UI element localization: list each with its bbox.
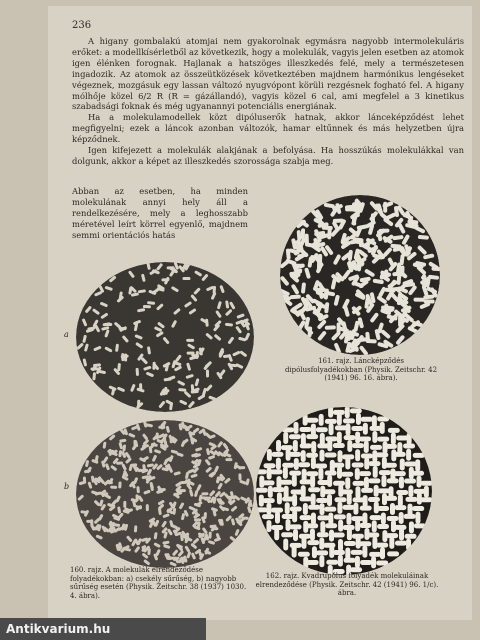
molecule-rod <box>345 548 350 560</box>
molecule-rod <box>328 513 333 525</box>
molecule-rod <box>293 440 298 452</box>
molecule-rod <box>385 496 397 501</box>
molecule-rod <box>405 497 417 502</box>
molecule-rod <box>343 418 355 423</box>
molecule-rod <box>323 489 335 494</box>
molecule-rod <box>238 473 241 480</box>
molecule-rod <box>350 408 362 413</box>
molecule-rod <box>272 487 284 492</box>
molecule-rod <box>399 529 404 541</box>
molecule-rod <box>116 461 123 465</box>
molecule-rod <box>359 471 371 476</box>
molecule-rod <box>403 444 415 449</box>
molecule-rod <box>333 219 344 223</box>
molecule-rod <box>338 520 343 532</box>
molecule-rod <box>359 523 371 528</box>
molecule-rod <box>316 550 328 555</box>
molecule-rod <box>355 556 360 568</box>
molecule-rod <box>359 436 371 441</box>
molecule-rod <box>286 519 291 531</box>
molecule-rod <box>360 506 372 511</box>
molecule-rod <box>415 459 420 471</box>
molecule-rod <box>355 431 360 443</box>
molecule-rod <box>387 516 399 521</box>
molecule-rod <box>156 433 159 440</box>
molecule-rod <box>424 486 429 498</box>
molecule-rod <box>405 534 417 539</box>
molecule-rod <box>326 560 338 565</box>
molecule-rod <box>412 506 424 511</box>
molecule-rod <box>341 472 353 477</box>
molecule-rod <box>136 368 140 376</box>
molecule-rod <box>377 437 389 442</box>
molecule-rod <box>311 424 316 436</box>
molecule-rod <box>242 517 249 520</box>
molecule-rod <box>333 481 345 486</box>
molecule-rod <box>362 513 367 525</box>
molecule-rod <box>337 502 342 514</box>
molecule-rod <box>344 435 356 440</box>
molecule-rod <box>337 467 342 479</box>
figure-161-caption: 161. rajz. Láncképződés dipólusfolyadékokban (Physik. Zeitschr. 42 (1941) 96. 16. ábra). <box>284 357 438 383</box>
molecule-rod <box>186 339 194 342</box>
molecule-rod <box>282 427 294 432</box>
molecule-rod <box>389 537 394 549</box>
molecule-rod <box>355 468 360 480</box>
molecule-rod <box>395 541 407 546</box>
molecule-rod <box>394 471 406 476</box>
molecule-rod <box>398 494 403 506</box>
molecule-rod <box>341 489 353 494</box>
molecule-rod <box>187 351 195 354</box>
molecule-rod <box>289 471 301 476</box>
molecule-rod <box>337 413 342 425</box>
molecule-rod <box>328 407 333 418</box>
molecule-rod <box>292 546 297 558</box>
molecule-rod <box>347 493 352 505</box>
molecule-rod <box>363 423 368 435</box>
molecule-rod <box>329 423 334 435</box>
molecule-rod <box>208 532 211 539</box>
molecule-rod <box>167 266 175 269</box>
molecule-rod <box>280 480 292 485</box>
molecule-rod <box>143 305 151 308</box>
figure-160b-image <box>76 420 254 568</box>
molecule-rod <box>301 537 306 549</box>
molecule-rod <box>396 436 408 441</box>
molecule-rod <box>293 529 298 541</box>
molecule-rod <box>284 486 289 498</box>
molecule-rod <box>391 433 396 445</box>
molecule-rod <box>263 498 275 503</box>
molecule-rod <box>256 469 267 474</box>
molecule-rod <box>359 541 371 546</box>
molecule-rod <box>361 488 373 493</box>
paragraph: Igen kifejezett a molekulák alakjának a befolyása. Ha hosszúkás molekulákkal van dolgunk, akkor a képet az illeszkedés szorossága szabja meg. <box>72 145 464 166</box>
molecule-rod <box>135 494 138 501</box>
molecule-rod <box>338 539 343 551</box>
molecule-rod <box>346 424 351 436</box>
figure-161-image <box>280 195 440 355</box>
molecule-rod <box>161 278 169 281</box>
molecule-rod <box>370 445 382 450</box>
molecule-rod <box>344 541 356 546</box>
molecule-rod <box>299 496 311 501</box>
molecule-rod <box>266 520 271 532</box>
page-number: 236 <box>72 20 92 31</box>
molecule-rod <box>277 492 282 504</box>
molecule-rod <box>201 492 208 495</box>
molecule-rod <box>317 515 329 520</box>
molecule-rod <box>334 514 346 519</box>
molecule-rod <box>394 505 406 510</box>
molecule-rod <box>370 515 382 520</box>
molecule-rod <box>298 462 310 467</box>
molecule-rod <box>263 480 275 485</box>
figure-160b-svg <box>76 420 254 568</box>
molecule-rod <box>307 540 319 545</box>
molecule-rod <box>283 538 288 550</box>
molecule-rod <box>352 462 364 467</box>
molecule-rod <box>404 514 416 519</box>
molecule-rod <box>378 488 390 493</box>
molecule-rod <box>327 439 332 451</box>
molecule-rod <box>408 485 413 497</box>
molecule-rod <box>306 523 318 528</box>
molecule-rod <box>317 532 329 537</box>
molecule-rod <box>399 512 404 524</box>
molecule-rod <box>292 475 297 487</box>
molecule-rod <box>417 476 422 488</box>
molecule-rod <box>400 458 405 470</box>
molecule-rod <box>283 432 288 444</box>
molecule-rod <box>292 510 297 522</box>
molecule-rod <box>387 478 399 483</box>
molecule-rod <box>283 467 288 479</box>
molecule-rod <box>352 481 364 486</box>
molecule-rod <box>413 298 424 302</box>
figure-160a-svg <box>76 262 254 412</box>
molecule-rod <box>310 529 315 541</box>
molecule-rod <box>123 501 126 508</box>
molecule-rod <box>379 470 391 475</box>
molecule-rod <box>373 466 378 478</box>
molecule-rod <box>121 353 124 361</box>
molecule-rod <box>319 538 324 550</box>
molecule-rod <box>337 432 342 444</box>
molecule-rod <box>308 505 320 510</box>
molecule-rod <box>90 367 98 370</box>
molecule-rod <box>372 431 377 443</box>
molecule-rod <box>372 415 377 427</box>
molecule-rod <box>333 550 345 555</box>
molecule-rod <box>387 551 399 556</box>
molecule-rod <box>412 471 424 476</box>
molecule-rod <box>110 485 117 488</box>
molecule-rod <box>276 458 281 470</box>
molecule-rod <box>385 444 397 449</box>
molecule-rod <box>256 488 268 493</box>
molecule-rod <box>118 481 121 488</box>
molecule-rod <box>394 452 406 457</box>
molecule-rod <box>182 277 190 280</box>
molecule-rod <box>409 521 414 533</box>
molecule-rod <box>342 505 354 510</box>
molecule-rod <box>327 494 332 506</box>
molecule-rod <box>312 546 317 558</box>
molecule-rod <box>276 440 281 452</box>
molecule-rod <box>404 462 416 467</box>
molecule-rod <box>300 479 312 484</box>
molecule-rod <box>364 477 369 489</box>
molecule-rod <box>337 322 341 333</box>
molecule-rod <box>311 457 316 469</box>
molecule-rod <box>319 414 324 426</box>
figure-162-image <box>256 407 432 575</box>
figure-160-label-a: a <box>64 330 69 339</box>
molecule-rod <box>363 495 368 507</box>
molecule-rod <box>179 489 186 492</box>
molecule-rod <box>275 512 280 524</box>
molecule-rod <box>292 494 297 506</box>
molecule-rod <box>268 486 273 498</box>
molecule-rod <box>377 416 389 421</box>
molecule-rod <box>274 528 279 540</box>
molecule-rod <box>381 513 386 525</box>
molecule-rod <box>420 497 432 502</box>
molecule-rod <box>353 503 358 515</box>
molecule-rod <box>346 513 351 525</box>
molecule-rod <box>306 453 318 458</box>
molecule-rod <box>298 552 310 557</box>
molecule-rod <box>377 506 389 511</box>
figure-162-svg <box>256 407 432 575</box>
molecule-rod <box>271 469 283 474</box>
molecule-rod <box>262 514 274 519</box>
top-text-block <box>72 36 464 167</box>
molecule-rod <box>351 550 363 555</box>
molecule-rod <box>362 546 367 558</box>
left-text-block <box>72 186 248 241</box>
molecule-rod <box>355 519 360 531</box>
molecule-rod <box>290 295 301 300</box>
molecule-rod <box>369 552 381 557</box>
molecule-rod <box>369 426 381 431</box>
figure-160-caption: 160. rajz. A molekulák elrendeződése folyadékokban: a) csekély sűrűség, b) nagyobb sűrűség esetén (Physik. Zeitschr. 38 (1937) 1030. 4. ábra). <box>70 566 247 600</box>
molecule-rod <box>281 532 293 537</box>
paragraph: Abban az esetben, ha minden molekulának annyi hely áll a rendelkezésére, mely a leghosszabb méretével leírt körrel egyenlő, majdnem semmi orientációs hatás <box>72 186 248 240</box>
molecule-rod <box>355 449 360 461</box>
molecule-rod <box>335 425 347 430</box>
molecule-rod <box>320 521 325 533</box>
molecule-rod <box>344 558 356 563</box>
molecule-rod <box>333 532 345 537</box>
molecule-rod <box>310 475 315 487</box>
molecule-rod <box>300 515 312 520</box>
molecule-rod <box>369 461 381 466</box>
molecule-rod <box>413 453 425 458</box>
molecule-rod <box>282 463 294 468</box>
molecule-rod <box>345 477 350 489</box>
molecule-rod <box>146 504 149 511</box>
molecule-rod <box>316 427 328 432</box>
molecule-rod <box>360 560 372 565</box>
molecule-rod <box>333 443 345 448</box>
molecule-rod <box>194 518 201 521</box>
molecule-rod <box>306 418 318 423</box>
molecule-rod <box>294 458 299 470</box>
molecule-rod <box>289 452 301 457</box>
molecule-rod <box>324 507 336 512</box>
molecule-rod <box>332 463 344 468</box>
molecule-rod <box>118 544 121 551</box>
molecule-rod <box>361 417 373 422</box>
molecule-rod <box>325 523 337 528</box>
molecule-rod <box>385 463 397 468</box>
molecule-rod <box>202 496 209 499</box>
molecule-rod <box>315 463 327 468</box>
molecule-rod <box>311 493 316 505</box>
molecule-rod <box>351 426 363 431</box>
molecule-rod <box>371 556 376 568</box>
molecule-rod <box>301 228 305 239</box>
molecule-rod <box>380 547 385 559</box>
molecule-rod <box>316 498 328 503</box>
molecule-rod <box>408 504 413 516</box>
molecule-rod <box>404 479 416 484</box>
molecule-rod <box>285 502 290 514</box>
molecule-rod <box>325 470 337 475</box>
paragraph: Ha a molekulamodellek közt dipóluserők hatnak, akkor lánceképződést lehet megfigyelni; ezek a láncok azonban változók, hamar eltűnnek és más helyzetben újra képződnek. <box>72 112 464 145</box>
molecule-rod <box>406 449 411 461</box>
molecule-rod <box>225 458 232 461</box>
molecule-rod <box>318 468 323 480</box>
molecule-rod <box>378 228 389 233</box>
figure-161-svg <box>280 195 440 355</box>
molecule-rod <box>271 452 283 457</box>
molecule-rod <box>301 450 306 462</box>
molecule-rod <box>307 560 319 565</box>
molecule-rod <box>371 213 375 224</box>
molecule-rod <box>347 440 352 452</box>
molecule-rod <box>400 265 404 276</box>
molecule-rod <box>282 514 294 519</box>
molecule-rod <box>399 477 404 489</box>
molecule-rod <box>338 555 343 567</box>
molecule-rod <box>338 450 343 462</box>
watermark-logo: Antikvarium.hu <box>0 618 206 640</box>
molecule-rod <box>303 503 308 515</box>
molecule-rod <box>306 434 318 439</box>
molecule-rod <box>396 490 408 495</box>
molecule-rod <box>267 449 272 461</box>
molecule-rod <box>311 513 316 525</box>
molecule-rod <box>299 427 311 432</box>
molecule-rod <box>345 407 350 418</box>
molecule-rod <box>352 443 364 448</box>
molecule-rod <box>293 422 298 434</box>
molecule-rod <box>266 503 271 515</box>
molecule-rod <box>376 452 388 457</box>
molecule-rod <box>90 519 93 526</box>
molecule-rod <box>390 503 395 515</box>
molecule-rod <box>327 475 332 487</box>
figure-162-caption: 162. rajz. Kvadrupólus folyadék molekuláinak elrendeződése (Physik. Zeitschr. 42 (1941) 96. 1/c). ábra. <box>255 572 439 598</box>
molecule-rod <box>372 450 377 462</box>
molecule-rod <box>319 503 324 515</box>
molecule-rod <box>377 524 389 529</box>
molecule-rod <box>368 478 380 483</box>
molecule-rod <box>290 524 302 529</box>
molecule-rod <box>293 264 304 268</box>
molecule-rod <box>319 555 324 567</box>
molecule-rod <box>424 299 435 303</box>
molecule-rod <box>380 422 385 434</box>
molecule-rod <box>347 528 352 540</box>
molecule-rod <box>368 497 380 502</box>
figure-160a-image <box>76 262 254 412</box>
molecule-rod <box>364 441 369 453</box>
molecule-rod <box>334 497 346 502</box>
molecule-rod <box>421 481 432 486</box>
molecule-rod <box>325 325 336 330</box>
molecule-rod <box>206 369 209 377</box>
molecule-rod <box>325 453 337 458</box>
molecule-rod <box>311 441 316 453</box>
molecule-rod <box>289 434 301 439</box>
molecule-rod <box>356 413 361 425</box>
figure-160-label-b: b <box>64 482 70 491</box>
paragraph: A higany gombalakú atomjai nem gyakorolnak egymásra nagyobb intermolekuláris erőket: a modellkísérletből az következik, hogy a molekulák, vagyis jelen esetben az atomok igen élénken forognak. Hajlanak a hatszöges illeszkedés felé, mely a természetesen ingadozik. Az atomok az összeütközések következtében majdnem harmónikus lengéseket végeznek, mozgásuk egy lassan változó nyugvópont körüli rezgésnek fogható fel. A higany mólhője közel 6/2 R (R = gázállandó), vagyis közel 6 cal, ami megfelel a 3 kinetikus szabadsági foknak és még ugyanannyi potenciális energiának. <box>72 36 464 112</box>
molecule-rod <box>320 433 325 445</box>
molecule-rod <box>320 450 325 462</box>
molecule-rod <box>302 469 307 481</box>
molecule-rod <box>372 520 377 532</box>
molecule-rod <box>372 537 377 549</box>
molecule-rod <box>376 543 388 548</box>
molecule-rod <box>300 443 312 448</box>
molecule-rod <box>134 525 138 532</box>
molecule-rod <box>267 467 272 479</box>
molecule-rod <box>325 419 337 424</box>
molecule-rod <box>345 457 350 469</box>
molecule-rod <box>301 485 306 497</box>
molecule-rod <box>367 532 379 537</box>
molecule-rod <box>308 487 320 492</box>
molecule-rod <box>381 475 386 487</box>
molecule-rod <box>355 486 360 498</box>
molecule-rod <box>415 512 420 524</box>
molecule-rod <box>388 428 400 433</box>
molecule-rod <box>364 458 369 470</box>
